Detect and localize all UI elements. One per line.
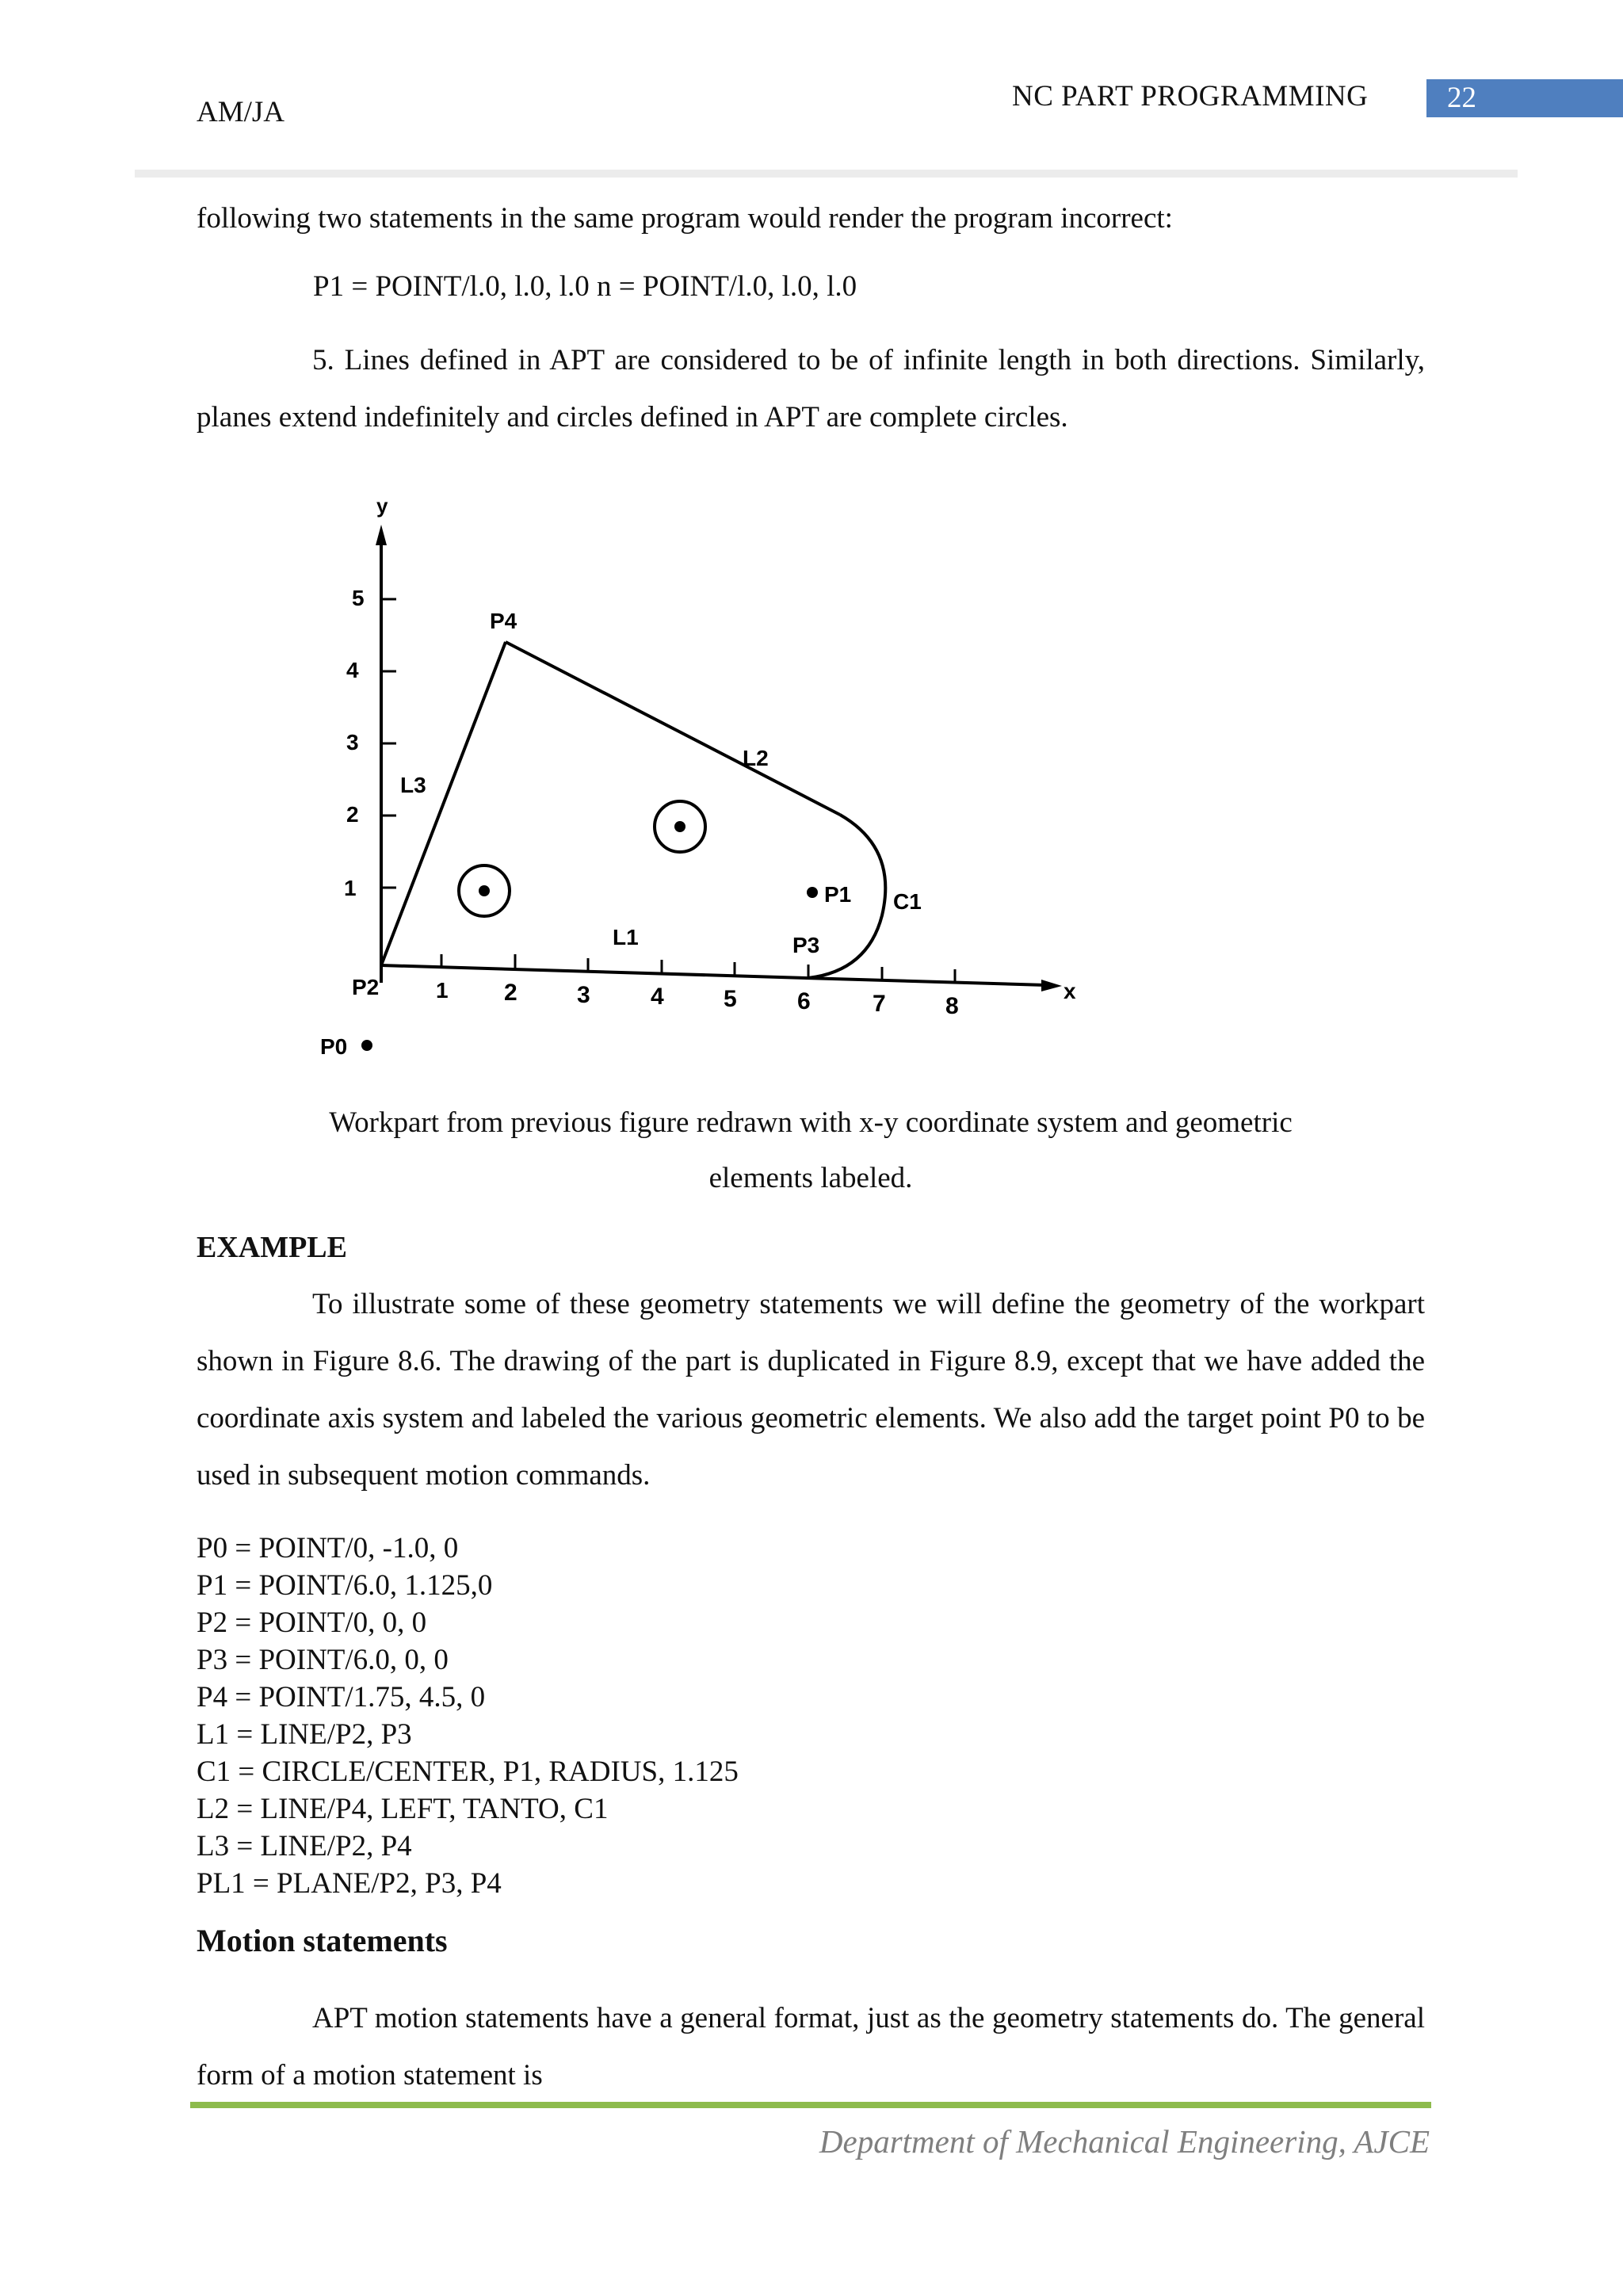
point-p0-marker	[361, 1040, 372, 1051]
x-axis-label: x	[1064, 979, 1076, 1003]
page-number: 22	[1426, 79, 1623, 117]
x-tick-label: 2	[504, 980, 517, 1006]
x-tick-label: 7	[873, 991, 886, 1017]
label-p2: P2	[352, 975, 380, 999]
definition-line: PL1 = PLANE/P2, P3, P4	[197, 1867, 502, 1900]
hole-left-center	[479, 885, 490, 896]
motion-heading: Motion statements	[197, 1923, 448, 1958]
caption-line-2: elements labeled.	[708, 1162, 913, 1194]
workpart-figure	[301, 476, 1125, 1078]
x-tick-label: 6	[797, 988, 811, 1014]
definition-line: P3 = POINT/6.0, 0, 0	[197, 1644, 449, 1676]
x-tick-label: 3	[577, 982, 590, 1008]
label-l3: L3	[400, 773, 426, 797]
definition-line: C1 = CIRCLE/CENTER, P1, RADIUS, 1.125	[197, 1755, 739, 1788]
definition-line: L1 = LINE/P2, P3	[197, 1718, 412, 1751]
x-tick-label: 4	[651, 984, 664, 1010]
footer-divider	[190, 2102, 1431, 2108]
definition-line: P1 = POINT/6.0, 1.125,0	[197, 1569, 493, 1602]
hole-right-center	[674, 821, 685, 832]
label-l2: L2	[743, 746, 769, 770]
definition-line: P0 = POINT/0, -1.0, 0	[197, 1532, 459, 1564]
point-p1-marker	[807, 887, 818, 898]
line-l2	[506, 642, 840, 815]
x-tick-label: 5	[724, 986, 737, 1012]
y-tick-label: 3	[346, 730, 359, 755]
example-heading: EXAMPLE	[197, 1231, 347, 1264]
label-p3: P3	[792, 933, 820, 957]
y-tick-label: 1	[344, 876, 357, 900]
footer-text: Department of Mechanical Engineering, AJCE	[819, 2123, 1430, 2160]
label-l1: L1	[613, 925, 639, 949]
header-title: NC PART PROGRAMMING	[1012, 80, 1369, 113]
x-tick-label: 8	[945, 993, 959, 1019]
x-tick-label: 1	[436, 978, 449, 1003]
definition-line: P2 = POINT/0, 0, 0	[197, 1606, 427, 1639]
y-tick-label: 5	[352, 586, 365, 610]
definition-line: L2 = LINE/P4, LEFT, TANTO, C1	[197, 1793, 609, 1825]
label-p4: P4	[490, 609, 517, 633]
x-axis	[381, 965, 1046, 985]
label-p0: P0	[320, 1034, 348, 1059]
label-p1: P1	[824, 882, 852, 907]
code-line: P1 = POINT/l.0, l.0, l.0 n = POINT/l.0, l.0, l.0	[313, 270, 857, 303]
y-axis-arrow	[376, 525, 387, 545]
y-tick-label: 2	[346, 802, 359, 827]
y-tick-label: 4	[346, 658, 359, 682]
definition-line: L3 = LINE/P2, P4	[197, 1830, 412, 1862]
header-divider	[135, 170, 1518, 178]
motion-paragraph: APT motion statements have a general format, just as the geometry statements do. The general form of a motion statement is	[197, 2002, 1425, 2092]
x-axis-arrow	[1041, 980, 1062, 991]
intro-paragraph: following two statements in the same program would render the program incorrect:	[197, 202, 1173, 235]
header-left-text: AM/JA	[197, 96, 285, 128]
label-c1: C1	[893, 889, 922, 914]
example-paragraph: To illustrate some of these geometry statements we will define the geometry of the workpart shown in Figure 8.6. The drawing of the part is duplicated in Figure 8.9, except that we have added the coordinate axis system and labeled the various geometric elements. We also add the target point P0 to be used in subsequent motion commands.	[197, 1288, 1425, 1492]
caption-line-1: Workpart from previous figure redrawn with x-y coordinate system and geometric	[329, 1106, 1293, 1139]
geometry-definitions	[197, 1530, 739, 1902]
figure-caption	[197, 1095, 1425, 1206]
definition-line: P4 = POINT/1.75, 4.5, 0	[197, 1681, 486, 1713]
y-axis-label: y	[376, 494, 388, 518]
rule-5-paragraph: 5. Lines defined in APT are considered to be of infinite length in both directions. Similarly, planes extend indefinitely and circles defined in APT are complete circles.	[197, 344, 1425, 434]
